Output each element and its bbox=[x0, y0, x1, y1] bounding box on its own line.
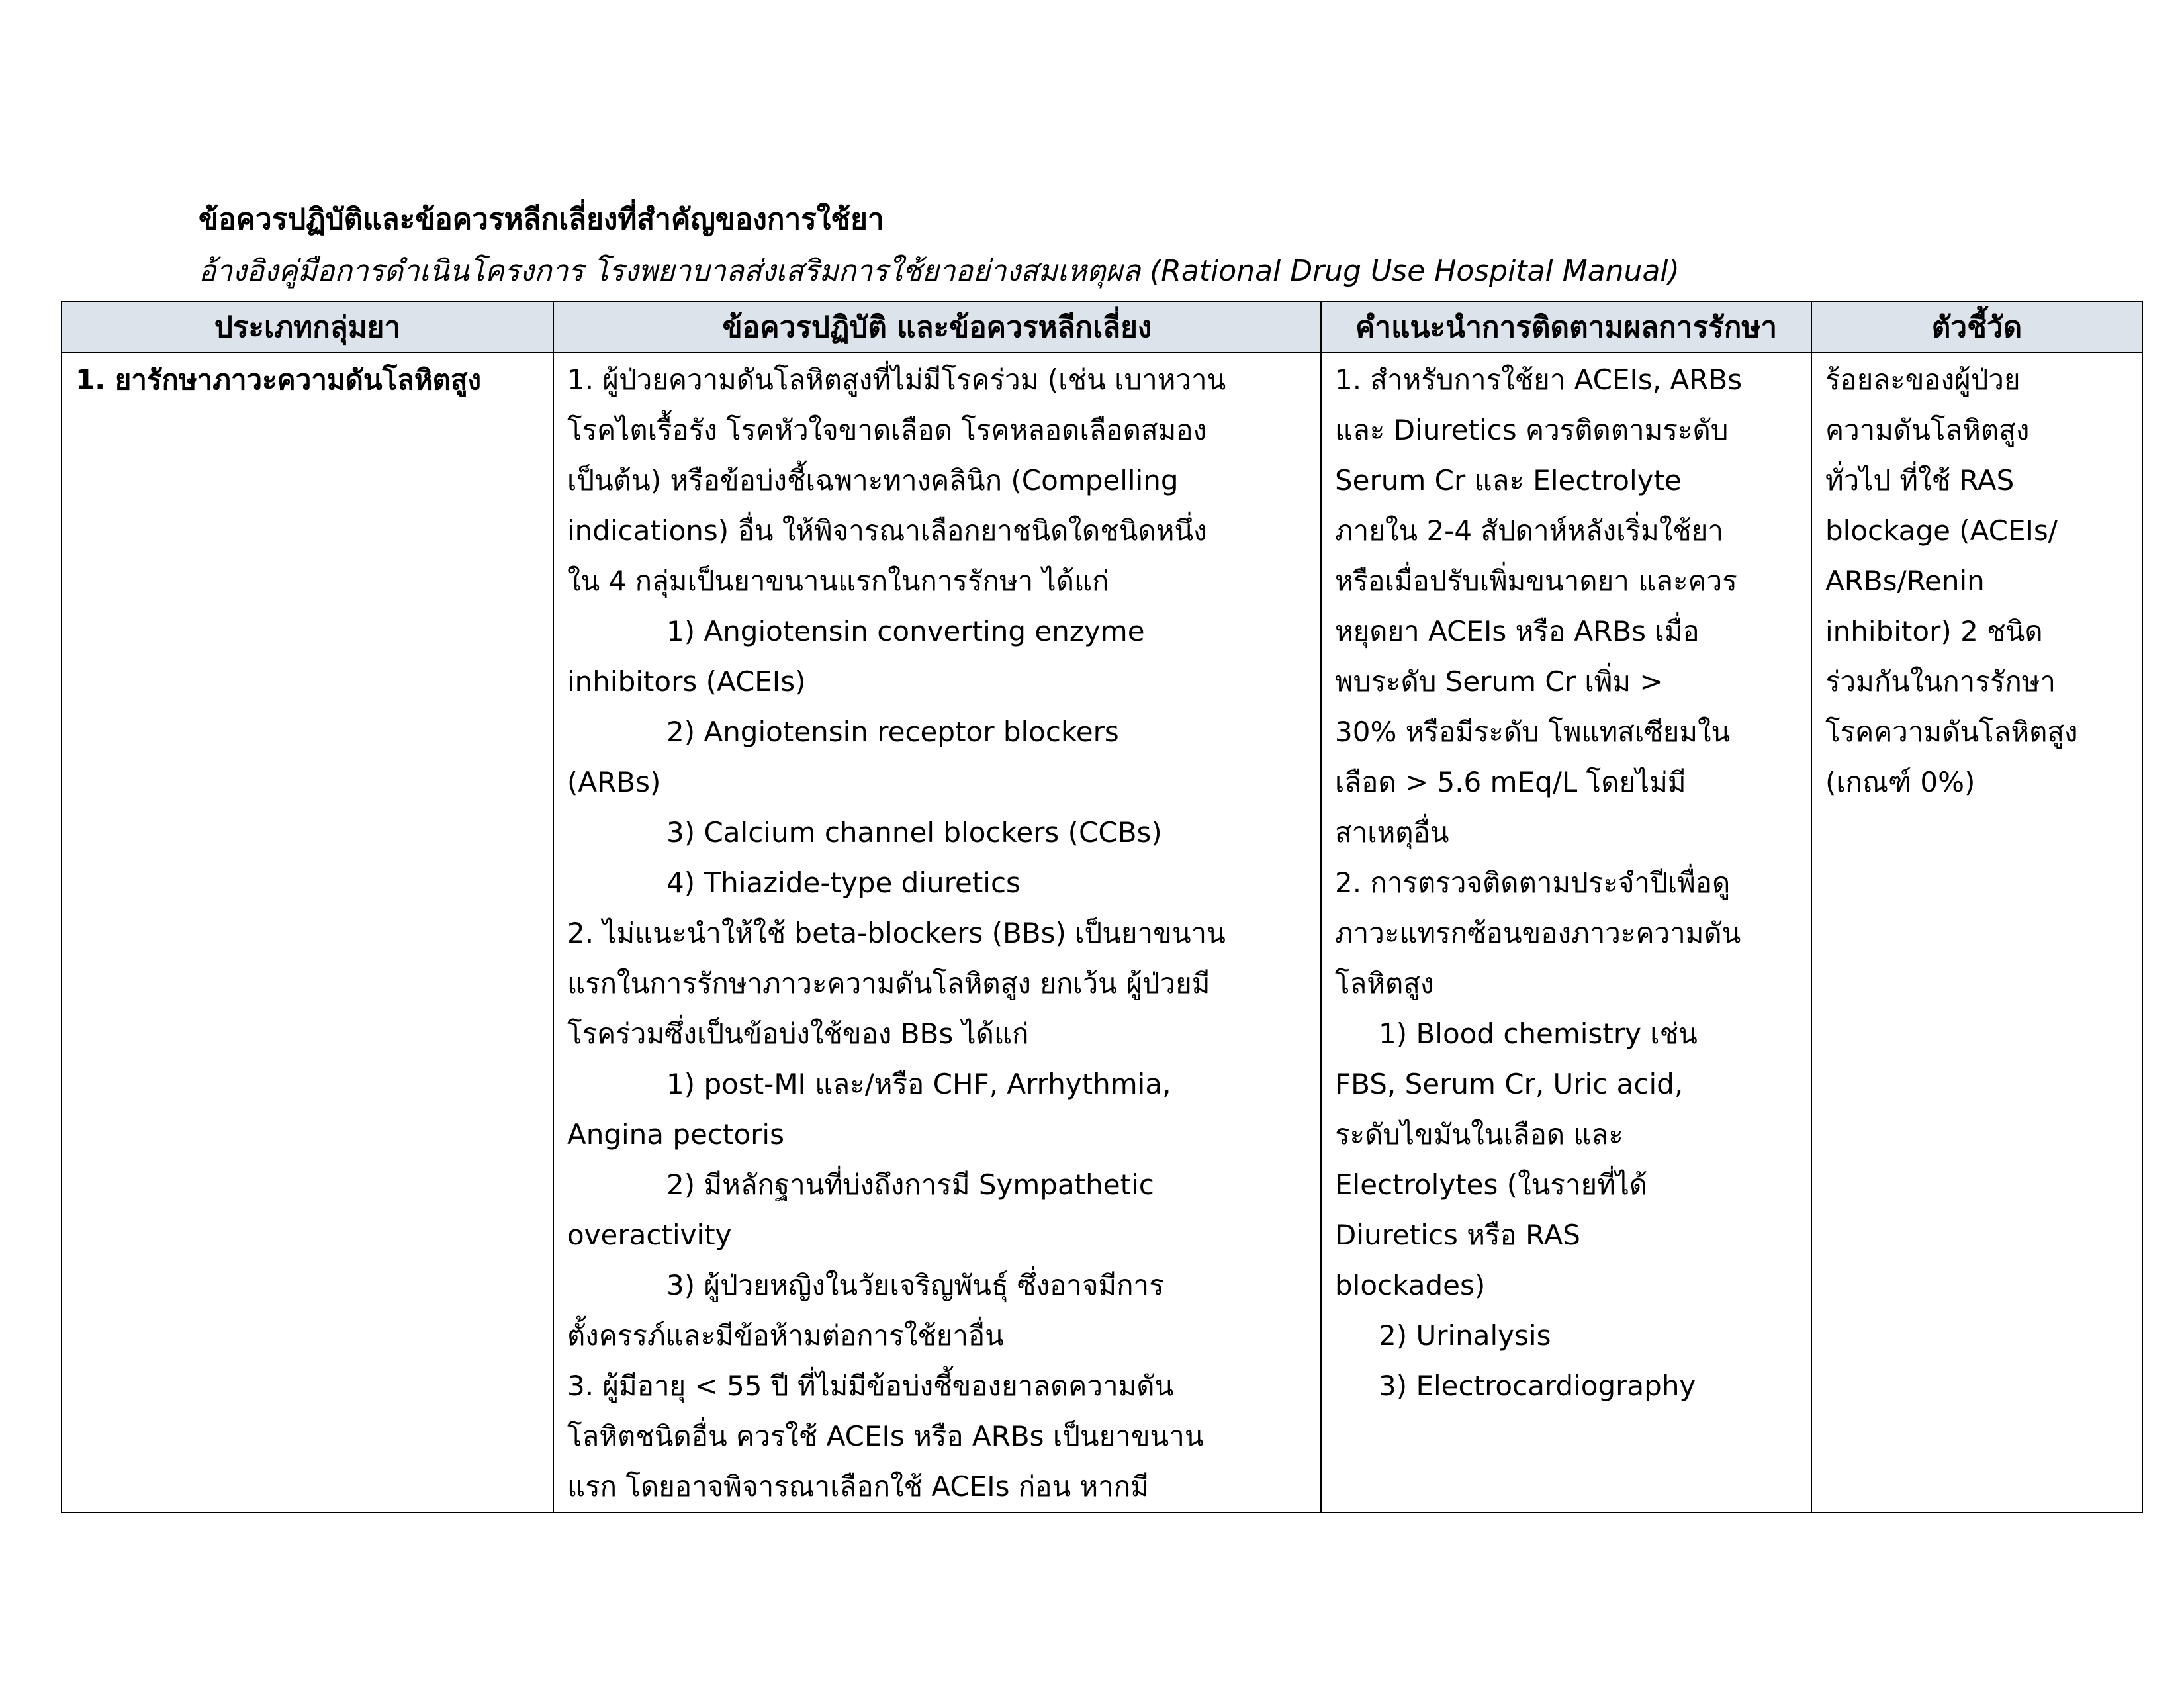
practice-line: โรคไตเรื้อรัง โรคหัวใจขาดเลือด โรคหลอดเลือดสมอง bbox=[567, 414, 1207, 446]
monitoring-line: พบระดับ Serum Cr เพิ่ม > bbox=[1335, 665, 1663, 698]
practice-line: 2) Angiotensin receptor blockers bbox=[666, 716, 1119, 748]
monitoring-line: ภายใน 2-4 สัปดาห์หลังเริ่มใช้ยา bbox=[1335, 514, 1723, 547]
practice-line: 2. ไม่แนะนำให้ใช้ beta-blockers (BBs) เป็นยาขนาน bbox=[567, 917, 1226, 949]
indicator-line: (เกณฑ์ 0%) bbox=[1825, 766, 1976, 798]
practice-line: เป็นต้น) หรือข้อบ่งชี้เฉพาะทางคลินิก (Compelling bbox=[567, 464, 1179, 496]
header-monitoring: คำแนะนำการติดตามผลการรักษา bbox=[1321, 301, 1811, 353]
monitoring-line: 1) Blood chemistry เช่น bbox=[1379, 1017, 1698, 1050]
monitoring-line: 1. สำหรับการใช้ยา ACEIs, ARBs bbox=[1335, 363, 1743, 396]
indicator-line: ร่วมกันในการรักษา bbox=[1825, 665, 2056, 698]
indicator-line: โรคความดันโลหิตสูง bbox=[1825, 716, 2078, 748]
indicator-line: blockage (ACEIs/ bbox=[1825, 514, 2058, 547]
guideline-table bbox=[61, 301, 2143, 1513]
practice-line: แรกในการรักษาภาวะความดันโลหิตสูง ยกเว้น ผู้ป่วยมี bbox=[567, 967, 1210, 1000]
practice-line: 2) มีหลักฐานที่บ่งถึงการมี Sympathetic bbox=[666, 1168, 1154, 1201]
monitoring-line: blockades) bbox=[1335, 1269, 1486, 1301]
monitoring-line: เลือด > 5.6 mEq/L โดยไม่มี bbox=[1335, 766, 1686, 798]
drug-group-label: 1. ยารักษาภาวะความดันโลหิตสูง bbox=[75, 363, 481, 396]
header-drug-group: ประเภทกลุ่มยา bbox=[62, 301, 553, 353]
monitoring-line: ภาวะแทรกซ้อนของภาวะความดัน bbox=[1335, 917, 1741, 949]
practice-line: (ARBs) bbox=[567, 766, 661, 798]
document-title: ข้อควรปฏิบัติและข้อควรหลีกเลี่ยงที่สำคัญของการใช้ยา bbox=[199, 203, 884, 236]
monitoring-line: หยุดยา ACEIs หรือ ARBs เมื่อ bbox=[1335, 615, 1700, 647]
monitoring-line: 3) Electrocardiography bbox=[1379, 1370, 1696, 1402]
monitoring-line: 2) Urinalysis bbox=[1379, 1319, 1551, 1352]
practice-line: inhibitors (ACEIs) bbox=[567, 665, 806, 698]
table-header-row bbox=[62, 301, 2142, 353]
practice-line: Angina pectoris bbox=[567, 1118, 784, 1150]
header-practice: ข้อควรปฏิบัติ และข้อควรหลีกเลี่ยง bbox=[553, 301, 1321, 353]
practice-line: 3) ผู้ป่วยหญิงในวัยเจริญพันธุ์ ซึ่งอาจมีการ bbox=[666, 1269, 1164, 1301]
practice-line: ใน 4 กลุ่มเป็นยาขนานแรกในการรักษา ได้แก่ bbox=[567, 565, 1109, 597]
practice-line: 1) post-MI และ/หรือ CHF, Arrhythmia, bbox=[666, 1068, 1171, 1100]
indicator-line: ร้อยละของผู้ป่วย bbox=[1825, 363, 2021, 396]
cell-monitoring bbox=[1321, 353, 1811, 1513]
indicator-line: ทั่วไป ที่ใช้ RAS bbox=[1825, 464, 2015, 496]
monitoring-line: สาเหตุอื่น bbox=[1335, 816, 1449, 849]
practice-line: 1. ผู้ป่วยความดันโลหิตสูงที่ไม่มีโรคร่วม (เช่น เบาหวาน bbox=[567, 363, 1226, 396]
cell-indicator bbox=[1811, 353, 2142, 1513]
table-row bbox=[62, 353, 2142, 1513]
practice-line: แรก โดยอาจพิจารณาเลือกใช้ ACEIs ก่อน หากมี bbox=[567, 1470, 1149, 1503]
document-subtitle: อ้างอิงคู่มือการดำเนินโครงการ โรงพยาบาลส่งเสริมการใช้ยาอย่างสมเหตุผล (Rational Drug Use Hospital Manual) bbox=[199, 254, 1680, 288]
header-indicator: ตัวชี้วัด bbox=[1811, 301, 2142, 353]
practice-line: ตั้งครรภ์และมีข้อห้ามต่อการใช้ยาอื่น bbox=[567, 1319, 1004, 1352]
monitoring-line: หรือเมื่อปรับเพิ่มขนาดยา และควร bbox=[1335, 565, 1737, 597]
monitoring-line: ระดับไขมันในเลือด และ bbox=[1335, 1118, 1623, 1150]
monitoring-line: Diuretics หรือ RAS bbox=[1335, 1219, 1580, 1251]
cell-practice bbox=[553, 353, 1321, 1513]
practice-line: 4) Thiazide-type diuretics bbox=[666, 867, 1021, 899]
practice-line: 3) Calcium channel blockers (CCBs) bbox=[666, 816, 1162, 849]
monitoring-line: Serum Cr และ Electrolyte bbox=[1335, 464, 1682, 496]
practice-line: 3. ผู้มีอายุ < 55 ปี ที่ไม่มีข้อบ่งชี้ของยาลดความดัน bbox=[567, 1370, 1174, 1402]
monitoring-line: และ Diuretics ควรติดตามระดับ bbox=[1335, 414, 1729, 446]
practice-line: 1) Angiotensin converting enzyme bbox=[666, 615, 1145, 647]
indicator-line: ความดันโลหิตสูง bbox=[1825, 414, 2030, 446]
practice-line: โรคร่วมซึ่งเป็นข้อบ่งใช้ของ BBs ได้แก่ bbox=[567, 1017, 1029, 1050]
practice-line: indications) อื่น ให้พิจารณาเลือกยาชนิดใดชนิดหนึ่ง bbox=[567, 514, 1207, 547]
indicator-line: inhibitor) 2 ชนิด bbox=[1825, 615, 2043, 647]
indicator-line: ARBs/Renin bbox=[1825, 565, 1985, 597]
monitoring-line: Electrolytes (ในรายที่ได้ bbox=[1335, 1168, 1648, 1201]
monitoring-line: โลหิตสูง bbox=[1335, 967, 1434, 1000]
cell-drug-group bbox=[62, 353, 553, 1513]
practice-line: โลหิตชนิดอื่น ควรใช้ ACEIs หรือ ARBs เป็นยาขนาน bbox=[567, 1420, 1204, 1452]
practice-line: overactivity bbox=[567, 1219, 732, 1251]
monitoring-line: 30% หรือมีระดับ โพแทสเซียมใน bbox=[1335, 716, 1731, 748]
monitoring-line: FBS, Serum Cr, Uric acid, bbox=[1335, 1068, 1684, 1100]
monitoring-line: 2. การตรวจติดตามประจำปีเพื่อดู bbox=[1335, 867, 1731, 899]
